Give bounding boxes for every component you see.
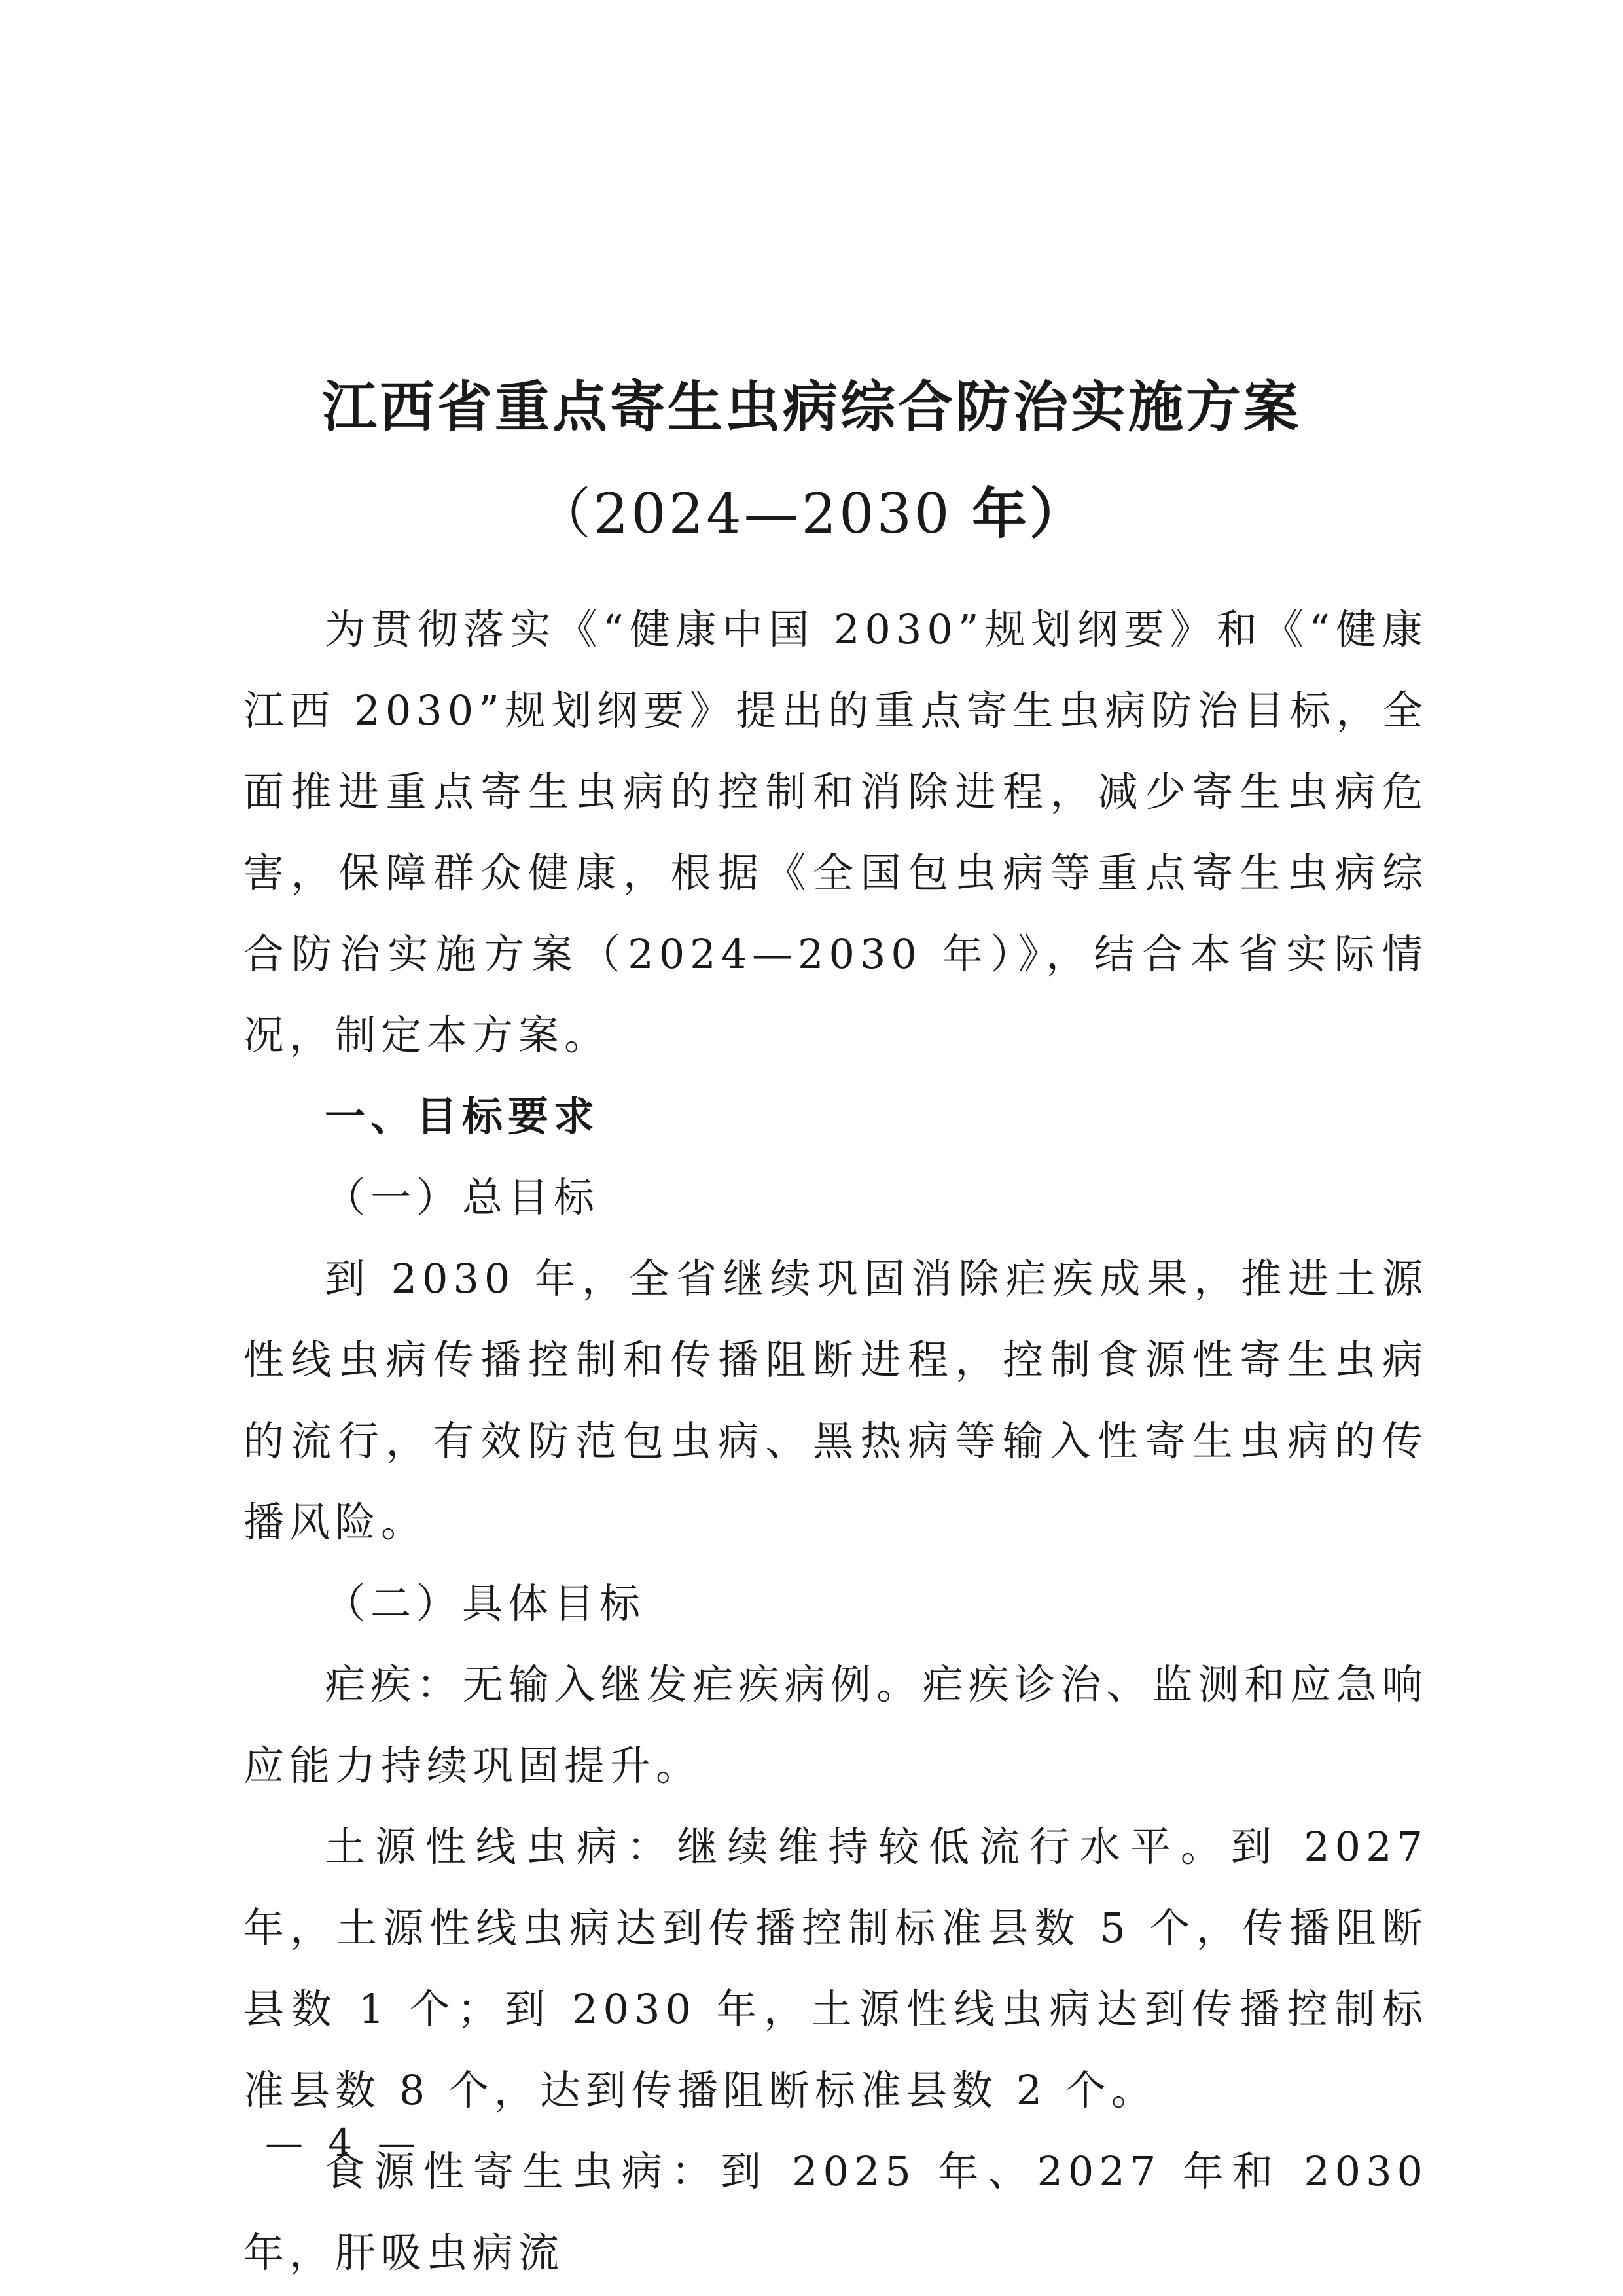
- subtitle-unit: 年）: [972, 482, 1088, 546]
- intro-paragraph: 为贯彻落实《“健康中国 2030”规划纲要》和《“健康江西 2030”规划纲要》提出的重点寄生虫病防治目标，全面推进重点寄生虫病的控制和消除进程，减少寄生虫病危害，保障群众健康，根据《全国包虫病等重点寄生虫病综合防治实施方案（2024—2030 年）》，结合本省实际情况，制定本方案。: [243, 605, 1428, 1059]
- subtitle-years: （2024—2030: [535, 482, 952, 546]
- document-title: 江西省重点寄生虫病综合防治实施方案: [321, 375, 1301, 439]
- paragraph: 食源性寄生虫病：到 2025 年、2027 年和 2030 年，肝吸虫病流: [243, 2147, 1428, 2276]
- paragraph: 到 2030 年，全省继续巩固消除疟疾成果，推进土源性线虫病传播控制和传播阻断进程，控制食源性寄生虫病的流行，有效防范包虫病、黑热病等输入性寄生虫病的传播风险。: [243, 1255, 1428, 1546]
- subsection-heading: （一）总目标: [325, 1174, 600, 1221]
- paragraph: 疟疾：无输入继发疟疾病例。疟疾诊治、监测和应急响应能力持续巩固提升。: [243, 1660, 1428, 1789]
- document-subtitle: [196, 470, 1427, 549]
- document-body: [243, 589, 1428, 2293]
- section-heading: 一、目标要求: [325, 1092, 600, 1140]
- subsection-heading: （二）具体目标: [325, 1579, 646, 1627]
- page-number: — 4 —: [265, 2121, 422, 2165]
- paragraph: 土源性线虫病：继续维持较低流行水平。到 2027 年，土源性线虫病达到传播控制标准县数 5 个，传播阻断县数 1 个；到 2030 年，土源性线虫病达到传播控制标准县数 8 个，达到传播阻断标准县数 2 个。: [243, 1823, 1428, 2114]
